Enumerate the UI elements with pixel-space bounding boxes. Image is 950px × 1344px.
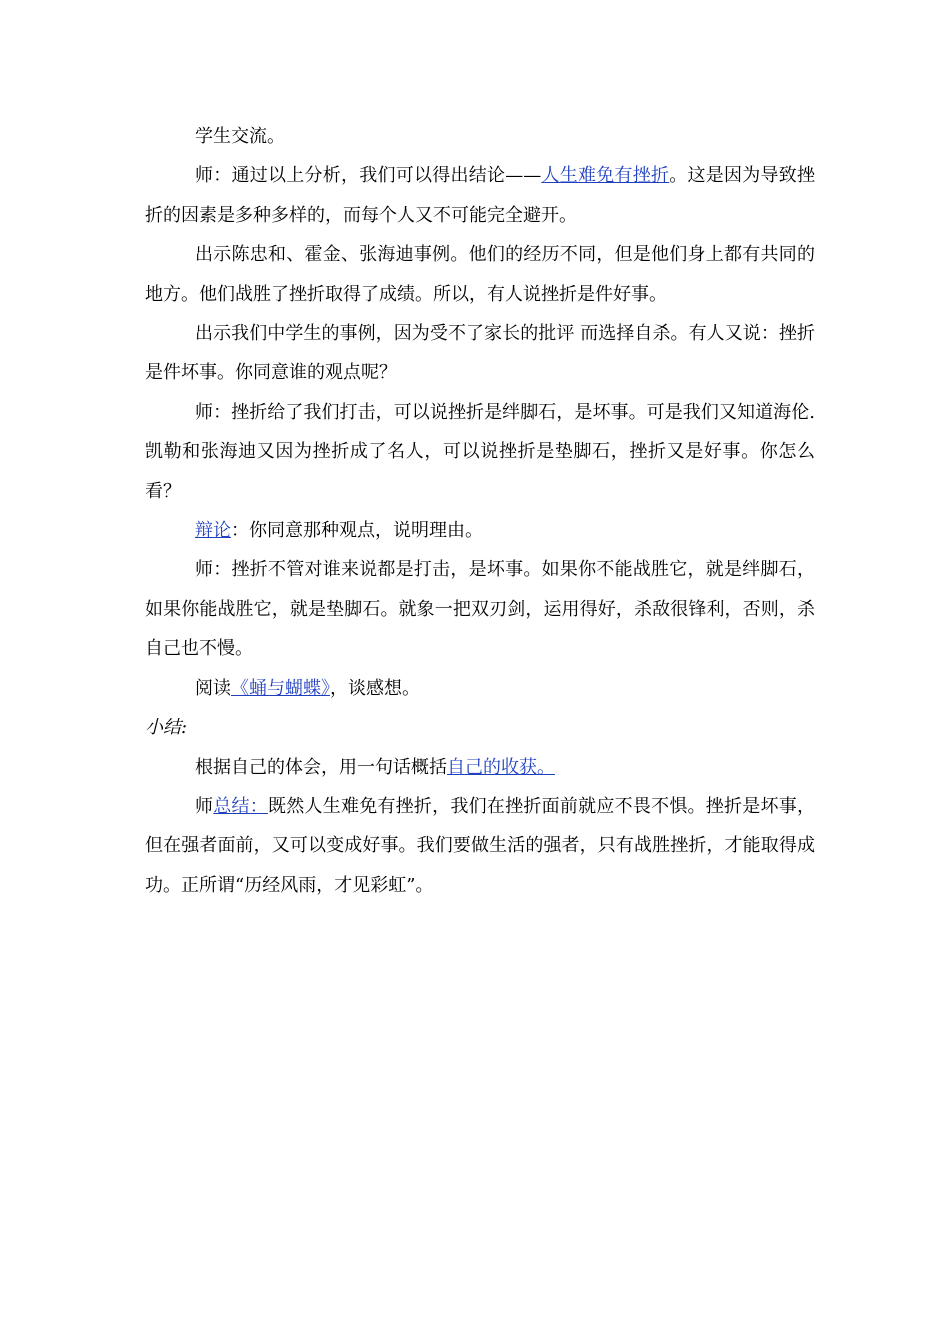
paragraph-examples: 出示陈忠和、霍金、张海迪事例。他们的经历不同，但是他们身上都有共同的地方。他们战胜了挫折取得了成绩。所以，有人说挫折是件好事。 [145,244,815,305]
paragraph-debate: 辩论：你同意那种观点，说明理由。 [195,520,483,542]
document-body [145,117,815,905]
paragraph-summary-prompt: 根据自己的体会，用一句话概括自己的收获。 [195,756,555,778]
paragraph-teacher-analysis: 师：挫折不管对谁来说都是打击，是坏事。如果你不能战胜它，就是绊脚石，如果你能战胜它，就是垫脚石。就象一把双刃剑，运用得好，杀敌很锋利，否则，杀自己也不慢。 [145,559,815,660]
link-pupa-butterfly[interactable]: 《蛹与蝴蝶》 [231,677,330,699]
summary-heading: 小结: [145,717,188,739]
link-summary[interactable]: 总结： [213,795,268,817]
paragraph-student-case: 出示我们中学生的事例，因为受不了家长的批评 而选择自杀。有人又说：挫折是件坏事。你同意谁的观点呢？ [145,323,815,384]
paragraph-reading: 阅读《蛹与蝴蝶》，谈感想。 [195,677,420,699]
paragraph-teacher-question: 师：挫折给了我们打击，可以说挫折是绊脚石，是坏事。可是我们又知道海伦.凯勒和张海迪又因为挫折成了名人，可以说挫折是垫脚石，挫折又是好事。你怎么看？ [145,401,815,502]
paragraph-student-exchange: 学生交流。 [195,126,285,147]
link-debate[interactable]: 辩论 [195,520,231,542]
paragraph-conclusion: 师：通过以上分析，我们可以得出结论——人生难免有挫折。这是因为导致挫折的因素是多种多样的，而每个人又不可能完全避开。 [145,165,815,226]
link-own-gains[interactable]: 自己的收获。 [447,756,555,778]
link-life-setbacks[interactable]: 人生难免有挫折 [541,165,670,187]
paragraph-teacher-summary: 师总结：既然人生难免有挫折，我们在挫折面前就应不畏不惧。挫折是坏事，但在强者面前，又可以变成好事。我们要做生活的强者，只有战胜挫折，才能取得成功。正所谓“历经风雨，才见彩虹”。 [145,795,816,896]
